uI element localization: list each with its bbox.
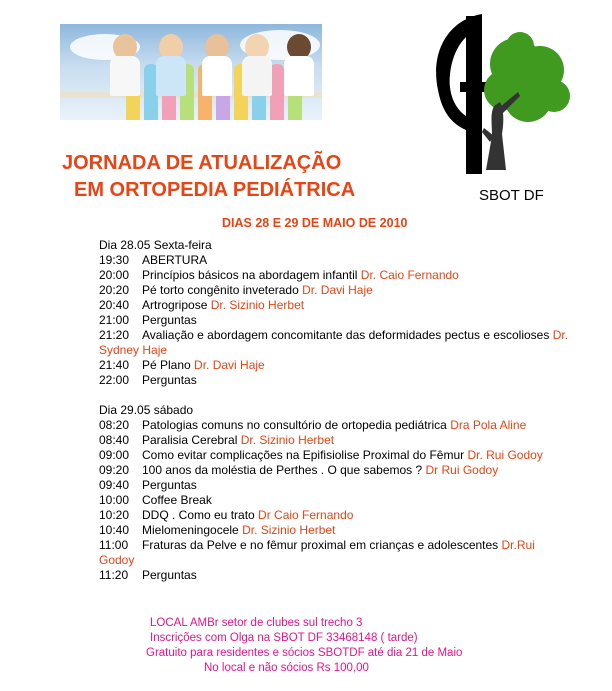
schedule-item <box>99 568 569 583</box>
schedule-topic: Artrogripose <box>142 298 211 312</box>
event-info <box>142 616 462 676</box>
schedule-item <box>99 508 569 523</box>
schedule-item <box>99 268 569 283</box>
schedule-time: 08:40 <box>99 433 130 447</box>
schedule-topic: Fraturas da Pelve e no fêmur proximal em crianças e adolescentes <box>142 538 502 552</box>
day2-heading: Dia 29.05 sábado <box>99 403 194 417</box>
schedule-topic: Perguntas <box>142 313 197 327</box>
day1-schedule <box>99 238 569 388</box>
schedule-time: 19:30 <box>99 253 130 267</box>
schedule-speaker: Dr Caio Fernando <box>258 508 354 522</box>
schedule-speaker: Dr. Rui Godoy <box>467 448 543 462</box>
schedule-topic: Paralisia Cerebral <box>142 433 241 447</box>
page-title <box>62 150 355 204</box>
schedule-time: 21:40 <box>99 358 130 372</box>
title-line-1: JORNADA DE ATUALIZAÇÃO <box>62 152 342 174</box>
info-free-entry: Gratuito para residentes e sócios SBOTDF até dia 21 de Maio <box>146 647 463 659</box>
schedule-item <box>99 448 569 463</box>
org-label: SBOT DF <box>479 187 544 204</box>
day2-schedule <box>99 403 569 583</box>
schedule-topic: Princípios básicos na abordagem infantil <box>142 268 361 282</box>
event-dates: DIAS 28 E 29 DE MAIO DE 2010 <box>222 216 408 230</box>
schedule-topic: Perguntas <box>142 373 197 387</box>
schedule-topic: 100 anos da moléstia de Perthes . O que sabemos ? <box>142 463 426 477</box>
schedule-time: 21:00 <box>99 313 130 327</box>
schedule-time: 09:00 <box>99 448 130 462</box>
schedule-topic: DDQ . Como eu trato <box>142 508 259 522</box>
children-fence-photo <box>60 24 322 120</box>
schedule-speaker: Dr.Rui Godoy <box>99 538 535 567</box>
schedule-topic: Como evitar complicações na Epifisiolise Proximal do Fêmur <box>142 448 468 462</box>
title-line-2: EM ORTOPEDIA PEDIÁTRICA <box>74 179 356 201</box>
schedule-item <box>99 358 569 373</box>
sbot-tree-logo <box>420 12 570 180</box>
schedule-topic: Patologias comuns no consultório de ortopedia pediátrica <box>142 418 451 432</box>
schedule-topic: Avaliação e abordagem concomitante das deformidades pectus e escolioses <box>142 328 553 342</box>
schedule-time: 21:20 <box>99 328 130 342</box>
schedule-speaker: Dr Rui Godoy <box>425 463 499 477</box>
schedule-topic: Pé Plano <box>142 358 195 372</box>
schedule-speaker: Dr. Sizinio Herbet <box>210 298 305 312</box>
schedule-item <box>99 313 569 328</box>
schedule-speaker: Dr. Davi Haje <box>194 358 265 372</box>
info-price: No local e não sócios Rs 100,00 <box>204 662 369 674</box>
schedule-item <box>99 418 569 433</box>
schedule-topic: Perguntas <box>142 478 197 492</box>
info-registration: Inscrições com Olga na SBOT DF 33468148 ( tarde) <box>150 632 418 644</box>
schedule-topic: ABERTURA <box>142 253 208 267</box>
schedule-topic: Mielomeningocele <box>142 523 243 537</box>
schedule-item <box>99 253 569 268</box>
schedule-speaker: Dra Pola Aline <box>450 418 527 432</box>
schedule-item <box>99 298 569 313</box>
schedule-time: 09:40 <box>99 478 130 492</box>
schedule-time: 09:20 <box>99 463 130 477</box>
schedule-topic: Perguntas <box>142 568 197 582</box>
schedule-topic: Pé torto congênito inveterado <box>142 283 303 297</box>
schedule-time: 20:40 <box>99 298 130 312</box>
schedule-item <box>99 478 569 493</box>
schedule-time: 08:20 <box>99 418 130 432</box>
schedule-item <box>99 493 569 508</box>
schedule-speaker: Dr. Sydney Haje <box>99 328 569 357</box>
schedule-time: 11:00 <box>99 538 129 552</box>
schedule-time: 10:00 <box>99 493 130 507</box>
schedule-topic: Coffee Break <box>142 493 212 507</box>
schedule-item <box>99 328 569 358</box>
schedule-time: 20:00 <box>99 268 130 282</box>
schedule-time: 10:20 <box>99 508 130 522</box>
schedule-speaker: Dr. Caio Fernando <box>360 268 459 282</box>
schedule-time: 10:40 <box>99 523 130 537</box>
schedule-speaker: Dr. Davi Haje <box>302 283 373 297</box>
schedule-speaker: Dr. Sizinio Herbet <box>242 523 336 537</box>
schedule-item <box>99 433 569 448</box>
schedule-time: 11:20 <box>99 568 129 582</box>
schedule-item <box>99 283 569 298</box>
info-location: LOCAL AMBr setor de clubes sul trecho 3 <box>150 617 363 629</box>
schedule-time: 20:20 <box>99 283 130 297</box>
schedule-item <box>99 538 569 568</box>
schedule-item <box>99 523 569 538</box>
schedule-item <box>99 463 569 478</box>
schedule-time: 22:00 <box>99 373 130 387</box>
schedule-speaker: Dr. Sizinio Herbet <box>240 433 335 447</box>
schedule-item <box>99 373 569 388</box>
day1-heading: Dia 28.05 Sexta-feira <box>99 238 212 252</box>
